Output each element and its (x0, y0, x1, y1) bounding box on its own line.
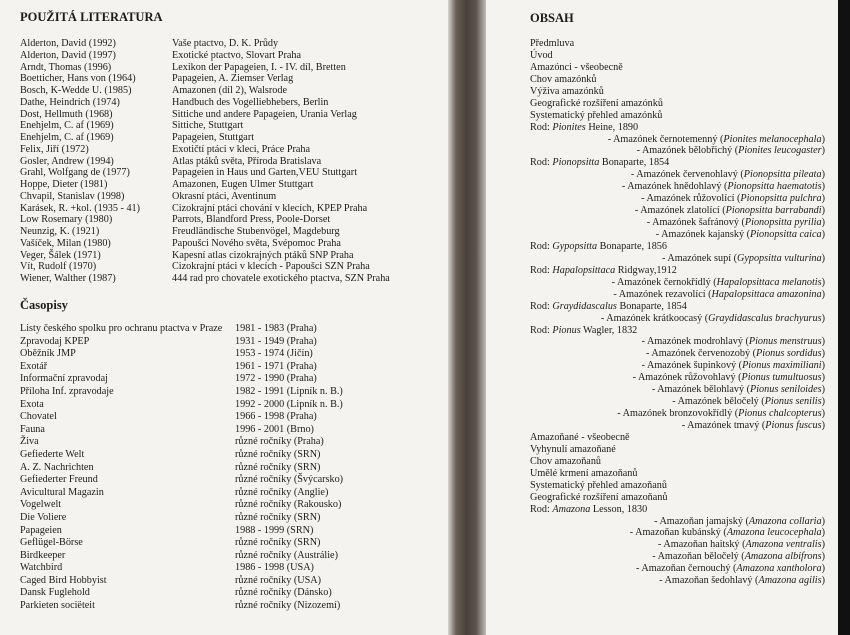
contents-species-entry (530, 289, 825, 301)
reference-author: Low Rosemary (1980) (20, 214, 113, 226)
journal-name: Gefiederte Welt (20, 448, 85, 460)
contents-species-entry (530, 575, 825, 587)
genus-prefix: Rod: (530, 264, 553, 276)
journal-years: 1996 - 2001 (Brno) (235, 423, 314, 435)
species-latin-name: Graydidascalus brachyurus (708, 312, 822, 324)
species-common-name: - Amazónek bělobřichý ( (636, 145, 739, 157)
contents-species-entry (530, 253, 825, 265)
genus-name: Pionus (552, 324, 581, 336)
reference-author: Chvapil, Stanislav (1998) (20, 190, 125, 202)
genus-author: Bonaparte, 1854 (599, 157, 670, 169)
journal-years: různé ročníky (Austrálie) (235, 549, 338, 561)
journal-years: různé ročníky (Nizozemí) (235, 600, 341, 612)
journal-name: Gefiederter Freund (20, 474, 98, 486)
contents-entry: Systematický přehled amazónků (530, 109, 663, 121)
journal-years: 1966 - 1998 (Praha) (235, 411, 317, 423)
contents-entry: Geografické rozšíření amazoňanů (530, 491, 668, 503)
species-common-name: - Amazónek černokřídlý ( (611, 276, 717, 288)
reference-author: Dathe, Heindrich (1974) (20, 96, 120, 108)
contents-entry: Amazónci - všeobecně (530, 61, 623, 73)
species-common-name: - Amazoňan kubánský ( (629, 527, 727, 539)
reference-author: Enehjelm, C. af (1969) (20, 132, 114, 143)
reference-title: Kapesní atlas cizokrajných ptáků SNP Praha (172, 249, 354, 261)
reference-author: Alderton, David (1997) (20, 49, 116, 61)
species-common-name: - Amazónek červenohlavý ( (630, 169, 744, 181)
contents-entry: Vyhynulí amazoňané (530, 443, 616, 455)
journal-name: Geflügel-Börse (20, 537, 83, 549)
reference-title: Amazonen (díl 2), Walsrode (172, 85, 287, 96)
species-common-name: - Amazónek zlatolící ( (634, 205, 726, 217)
contents-species-entry (530, 348, 825, 360)
reference-title: Exotičtí ptáci v kleci, Práce Praha (172, 143, 311, 155)
contents-entry: Geografické rozšíření amazónků (530, 97, 663, 109)
journal-years: různé ročníky (Švýcarsko) (235, 474, 344, 486)
contents-genus-entry (530, 504, 825, 516)
journal-name: Avicultural Magazin (20, 486, 104, 498)
species-common-name: - Amazónek běločelý ( (672, 396, 765, 408)
contents-entry: Výživa amazónků (530, 85, 604, 97)
species-latin-name: Pionopsitta barrabandi (725, 205, 822, 217)
journal-years: různé ročníky (Praha) (235, 436, 324, 448)
species-close: ) (821, 288, 825, 300)
species-close: ) (821, 515, 825, 527)
genus-author: Heine, 1890 (585, 121, 639, 133)
species-latin-name: Amazona agilis (758, 575, 822, 587)
reference-title: Okrasní ptáci, Aventinum (172, 190, 277, 202)
journal-years: 1972 - 1990 (Praha) (235, 373, 317, 385)
species-close: ) (821, 229, 825, 240)
genus-name: Graydidascalus (552, 300, 617, 312)
journal-name: Vogelwelt (20, 499, 62, 511)
contents-entry: Amazoňané - všeobecně (530, 431, 630, 443)
genus-name: Gypopsitta (552, 240, 598, 252)
journal-name: Chovatel (20, 411, 57, 423)
species-common-name: - Amazoňan jamajský ( (654, 515, 749, 527)
species-latin-name: Pionus tumultuosus (741, 372, 822, 384)
species-close: ) (821, 384, 825, 396)
genus-name: Hapalopsittaca (552, 264, 616, 276)
species-common-name: - Amazónek bělohlavý ( (651, 384, 750, 396)
contents-species-entry (530, 336, 825, 348)
reference-author: Neunzig, K. (1921) (20, 226, 100, 237)
contents-species-entry (530, 205, 825, 217)
journal-years: 1953 - 1974 (Jičín) (235, 348, 313, 360)
species-common-name: - Amazónek tmavý ( (681, 420, 766, 431)
genus-prefix: Rod: (530, 157, 553, 169)
genus-prefix: Rod: (530, 503, 553, 515)
reference-author: Wiener, Walther (1987) (20, 273, 116, 284)
reference-author: Vít, Rudolf (1970) (20, 261, 97, 273)
species-common-name: - Amazoňan běločelý ( (652, 551, 745, 563)
reference-title: Papageien, A. Ziemser Verlag (172, 73, 294, 85)
contents-species-entry (530, 169, 825, 181)
contents-genus-entry (530, 265, 825, 277)
species-latin-name: Amazona xantholora (736, 563, 822, 575)
journal-name: Die Voliere (20, 511, 67, 523)
species-common-name: - Amazónek šafránový ( (646, 217, 745, 229)
species-common-name: - Amazónek červenozobý ( (645, 348, 757, 360)
species-latin-name: Amazona leucocephala (726, 527, 822, 539)
contents-list (530, 38, 825, 587)
journal-years: různé ročníky (SRN) (235, 461, 321, 473)
journal-name: Informační zpravodaj (20, 373, 108, 385)
reference-author: Vašíček, Milan (1980) (20, 237, 111, 249)
reference-title: Lexikon der Papageien, I. - IV. díl, Bretten (172, 61, 346, 73)
species-latin-name: Pionus chalcopterus (738, 408, 822, 420)
species-close: ) (821, 348, 825, 360)
contents-genus-entry (530, 241, 825, 253)
contents-species-entry (530, 384, 825, 396)
species-latin-name: Pionopsitta caica (750, 229, 822, 240)
contents-species-entry (530, 527, 825, 539)
journal-name: Fauna (20, 423, 45, 435)
species-latin-name: Pionopsitta pyrilia (744, 217, 822, 229)
genus-author: Ridgway,1912 (615, 264, 677, 276)
reference-author: Karásek, R. +kol. (1935 - 41) (20, 202, 141, 214)
genus-name: Amazona (552, 503, 591, 515)
contents-entry: Chov amazoňanů (530, 455, 602, 467)
species-close: ) (821, 396, 825, 408)
reference-title: Handbuch des Vogelliebhebers, Berlin (172, 96, 329, 108)
reference-title: Amazonen, Eugen Ulmer Stuttgart (172, 179, 314, 190)
species-close: ) (821, 312, 825, 324)
journal-name: Birdkeeper (20, 549, 66, 561)
journal-years: 1981 - 1983 (Praha) (235, 323, 317, 334)
species-common-name: - Amazoňan haitský ( (658, 539, 746, 551)
contents-entry: Umělé krmení amazoňanů (530, 467, 638, 479)
journal-name: Parkieten sociëteit (20, 600, 95, 612)
contents-species-entry (530, 360, 825, 372)
contents-species-entry (530, 516, 825, 528)
journals-heading: Časopisy (20, 298, 68, 312)
species-common-name: - Amazónek růžovolící ( (641, 193, 741, 205)
reference-title: Parrots, Blandford Press, Poole-Dorset (172, 214, 331, 226)
journal-name: Zpravodaj KPEP (20, 335, 90, 347)
journal-name: Živa (20, 436, 39, 448)
species-common-name: - Amazónek modrohlavý ( (641, 336, 749, 348)
journal-name: Příloha Inf. zpravodaje (20, 385, 114, 397)
reference-title: Freudländische Stubenvögel, Magdeburg (172, 226, 340, 237)
journal-years: 1992 - 2000 (Lipník n. B.) (235, 398, 343, 410)
contents-species-entry (530, 372, 825, 384)
species-common-name: - Amazónek růžovohlavý ( (632, 372, 742, 384)
reference-title: Cizokrajní ptáci v klecích - Papoušci SZN Praha (172, 261, 370, 273)
species-latin-name: Amazona collaria (748, 515, 822, 527)
species-close: ) (821, 372, 825, 384)
contents-species-entry (530, 563, 825, 575)
reference-title: Sittiche und andere Papageien, Urania Verlag (172, 108, 357, 120)
contents-genus-entry (530, 301, 825, 313)
genus-author: Bonaparte, 1856 (597, 240, 667, 252)
journal-years: různé ročníky (SRN) (235, 511, 321, 523)
journal-years: 1982 - 1991 (Lipník n. B.) (235, 385, 343, 397)
reference-title: Sittiche, Stuttgart (172, 120, 244, 132)
species-latin-name: Pionus seniloides (750, 384, 822, 396)
species-latin-name: Pionus maximiliani (742, 360, 822, 372)
journal-years: různé ročníky (USA) (235, 574, 322, 586)
reference-author: Alderton, David (1992) (20, 38, 116, 49)
journal-years: 1986 - 1998 (USA) (235, 562, 314, 574)
species-latin-name: Hapalopsittaca amazonina (711, 288, 822, 300)
contents-heading: OBSAH (530, 11, 574, 25)
species-close: ) (821, 360, 825, 372)
genus-prefix: Rod: (530, 121, 553, 133)
contents-entry: Chov amazónků (530, 73, 597, 85)
species-latin-name: Amazona ventralis (745, 539, 822, 551)
contents-species-entry (530, 313, 825, 325)
species-close: ) (821, 217, 825, 229)
journal-name: Exotář (20, 360, 48, 372)
species-common-name: - Amazónek bronzovokřídlý ( (617, 408, 739, 420)
contents-genus-entry (530, 157, 825, 169)
scan-edge (838, 0, 850, 635)
species-close: ) (821, 145, 825, 157)
species-common-name: - Amazónek rezavolící ( (613, 288, 712, 300)
contents-species-entry (530, 551, 825, 563)
species-latin-name: Pionus menstruus (748, 336, 822, 348)
journal-name: Exota (20, 398, 44, 410)
species-close: ) (821, 205, 825, 217)
genus-author: Bonaparte, 1854 (616, 300, 687, 312)
contents-species-entry (530, 396, 825, 408)
contents-species-entry (530, 134, 825, 146)
journal-name: Dansk Fuglehold (20, 587, 90, 599)
species-common-name: - Amazoňan šedohlavý ( (659, 575, 759, 587)
reference-author: Gosler, Andrew (1994) (20, 155, 114, 167)
species-latin-name: Pionites melanocephala (723, 133, 822, 145)
journal-years: 1961 - 1971 (Praha) (235, 360, 317, 372)
reference-title: Papageien, Stuttgart (172, 132, 255, 143)
book-gutter (448, 0, 488, 635)
species-common-name: - Amazónek supí ( (662, 252, 737, 264)
genus-prefix: Rod: (530, 240, 553, 252)
journal-name: A. Z. Nachrichten (20, 461, 94, 473)
journal-years: různé ročníky (Anglie) (235, 486, 329, 498)
species-latin-name: Pionus senilis (764, 396, 822, 408)
contents-species-entry (530, 181, 825, 193)
genus-name: Pionopsitta (552, 157, 600, 169)
species-latin-name: Pionopsitta haematotis (727, 181, 822, 193)
contents-genus-entry (530, 122, 825, 134)
contents-species-entry (530, 539, 825, 551)
genus-name: Pionites (552, 121, 586, 133)
genus-author: Wagler, 1832 (580, 324, 638, 336)
species-close: ) (821, 336, 825, 348)
species-close: ) (821, 193, 825, 205)
species-latin-name: Pionopsitta pulchra (740, 193, 822, 205)
species-close: ) (821, 420, 825, 431)
species-common-name: - Amazónek kajanský ( (655, 229, 750, 240)
reference-author: Felix, Jiří (1972) (20, 143, 89, 155)
contents-entry: Úvod (530, 49, 553, 61)
species-latin-name: Pionus sordidus (756, 348, 822, 360)
contents-entry: Systematický přehled amazoňanů (530, 479, 667, 491)
species-common-name: - Amazónek krátkoocasý ( (600, 312, 709, 324)
reference-title: Vaše ptactvo, D. K. Průdy (172, 38, 279, 49)
journal-years: různé ročníky (SRN) (235, 537, 321, 549)
reference-title: Papageien in Haus und Garten,VEU Stuttgart (172, 167, 358, 179)
species-close: ) (821, 181, 825, 193)
species-common-name: - Amazoňan černouchý ( (635, 563, 737, 575)
species-close: ) (821, 276, 825, 288)
species-common-name: - Amazónek hnědohlavý ( (621, 181, 728, 193)
contents-genus-entry (530, 325, 825, 337)
reference-title: Cizokrajní ptáci chování v klecích, KPEP Praha (172, 202, 368, 214)
literature-heading: POUŽITÁ LITERATURA (20, 10, 163, 24)
species-latin-name: Gypopsitta vulturina (736, 252, 822, 264)
reference-title: Papoušci Nového světa, Svépomoc Praha (172, 237, 341, 249)
contents-species-entry (530, 420, 825, 432)
species-close: ) (821, 169, 825, 181)
reference-title: Atlas ptáků světa, Příroda Bratislava (172, 155, 322, 167)
journal-name: Oběžník JMP (20, 348, 76, 360)
journal-name: Watchbird (20, 562, 63, 574)
contents-species-entry (530, 217, 825, 229)
genus-author: Lesson, 1830 (590, 503, 648, 515)
journal-name: Caged Bird Hobbyist (20, 574, 107, 586)
reference-author: Veger, Šálek (1971) (20, 249, 101, 261)
species-close: ) (821, 539, 825, 551)
species-common-name: - Amazónek šupinkový ( (641, 360, 743, 372)
contents-species-entry (530, 193, 825, 205)
reference-author: Arndt, Thomas (1996) (20, 61, 112, 73)
species-close: ) (821, 527, 825, 539)
journal-name: Papageien (20, 524, 62, 536)
genus-prefix: Rod: (530, 300, 553, 312)
species-close: ) (821, 133, 825, 145)
species-common-name: - Amazónek černotemenný ( (607, 133, 724, 145)
species-latin-name: Pionopsitta pileata (743, 169, 822, 181)
reference-title: 444 rad pro chovatele exotického ptactva, SZN Praha (172, 273, 390, 284)
species-close: ) (821, 575, 825, 587)
contents-entry: Předmluva (530, 38, 575, 49)
reference-author: Bosch, K-Wedde U. (1985) (20, 85, 132, 96)
genus-prefix: Rod: (530, 324, 553, 336)
species-latin-name: Pionus fuscus (765, 420, 822, 431)
reference-author: Hoppe, Dieter (1981) (20, 179, 108, 190)
reference-title: Exotické ptactvo, Slovart Praha (172, 49, 302, 61)
species-close: ) (821, 252, 825, 264)
journal-name: Listy českého spolku pro ochranu ptactva v Praze (20, 323, 223, 334)
contents-species-entry (530, 408, 825, 420)
reference-author: Boetticher, Hans von (1964) (20, 73, 136, 85)
reference-author: Dost, Hellmuth (1968) (20, 108, 113, 120)
reference-author: Grahl, Wolfgang de (1977) (20, 167, 130, 179)
species-latin-name: Pionites leucogaster (738, 145, 822, 157)
species-latin-name: Amazona albifrons (744, 551, 822, 563)
species-close: ) (821, 551, 825, 563)
contents-species-entry (530, 229, 825, 241)
journal-years: 1931 - 1949 (Praha) (235, 335, 317, 347)
species-close: ) (821, 408, 825, 420)
journal-years: různé ročníky (Rakousko) (235, 499, 342, 511)
journal-years: 1988 - 1999 (SRN) (235, 524, 314, 536)
journal-years: různé ročníky (Dánsko) (235, 587, 332, 599)
contents-species-entry (530, 145, 825, 157)
contents-species-entry (530, 277, 825, 289)
species-latin-name: Hapalopsittaca melanotis (716, 276, 822, 288)
reference-author: Enehjelm, C. af (1969) (20, 120, 114, 132)
species-close: ) (821, 563, 825, 575)
journal-years: různé ročníky (SRN) (235, 448, 321, 460)
